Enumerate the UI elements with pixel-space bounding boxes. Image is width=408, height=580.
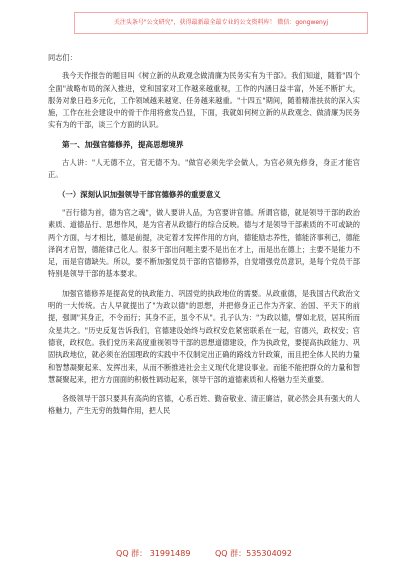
governance-paragraph: 加强官德修养是提高党的执政能力、巩固党的执政地位的需要。从政重德，是我国古代政治文明的一大传统。古人早就提出了"为政以德"的思想，并把修身正己作为齐家、治国、平天下的前提，强调"其身正，不令而行；其身不正，虽令不从"。孔子认为："为政以德，譬如北辰，居其所而众星共之。"历史反复告诉我们，官德建设始终与政权安危紧密联系在一起，官德兴，政权安；官德衰，政权危。我们党历来高度重视领导干部的思想道德建设，作为执政党，要提高执政能力、巩固执政地位，就必须在治国理政的实践中不仅制定出正确的路线方针政策，而且把全体人民的力量和智慧凝聚起来、发挥出来，从而不断推进社会主义现代化建设事业。而能不能把群众的力量和智慧凝聚起来，把方方面面的积极性调动起来，领导干部的道德素质和人格魅力至关重要。 (48, 288, 360, 384)
footer-contact (0, 548, 408, 559)
qq-group-2: QQ 群：535304092 (215, 549, 292, 558)
section-heading: 第一、加强官德修养，提高思想境界 (62, 139, 184, 149)
subsection-heading: （一）深刻认识加强领导干部官德修养的重要意义 (58, 189, 221, 199)
closing-paragraph: 各级领导干部只要具有高尚的官德，心系百姓、勤奋敬业、清正廉洁，就必然会具有强大的人格魅力，产生无穷的鼓舞作用，把人民 (48, 394, 360, 416)
intro-paragraph: 我今天作报告的题目叫《树立新的从政观念做清廉为民务实有为干部》。我们知道，随着"四个全面"战略布局的深入推进，党和国家对工作越来越重视，工作的内涵日益丰富，外延不断扩大，服务对象日趋多元化，工作领域越来越宽、任务越来越重。"十四五"期间，随着精准扶贫的深入实施，工作在社会建设中的骨干作用将愈发凸显，下面，我就如何树立新的从政观念、做清廉为民务实有为的干部，谈三个方面的认识。 (48, 71, 360, 130)
document-body (48, 52, 360, 418)
quote-paragraph: 古人讲："人无德不立，官无德不为。"做官必须先学会做人，为官必须先修身，身正才能官正。 (48, 158, 360, 180)
virtue-paragraph: "百行德为首，德为官之魂"，做人要讲人品，为官要讲官德。所谓官德，就是领导干部的政治素质、道德品行、思想作风，是为官者从政德行的综合反映。德与才是领导干部素质的不可或缺的两个方面，与才相比，德是前提，决定着才发挥作用的方向，德能励志养性，德能济事利己，德能泽润才启智，德能律己化人。很多干部出问题主要不是出在才上，而是出在德上；主要不是能力不足，而是官德缺失。所以，要不断加强党员干部的官德修养，自觉增强党员意识，是每个党员干部特别是领导干部的基本要求。 (48, 207, 360, 279)
qq-group-1: QQ 群： 31991489 (116, 549, 191, 558)
greeting: 同志们： (48, 53, 77, 62)
header-banner: 关注头条号"公文研究"，获得最新最全最专业的公文资料库！ 微信：gongwenyj (74, 12, 368, 34)
